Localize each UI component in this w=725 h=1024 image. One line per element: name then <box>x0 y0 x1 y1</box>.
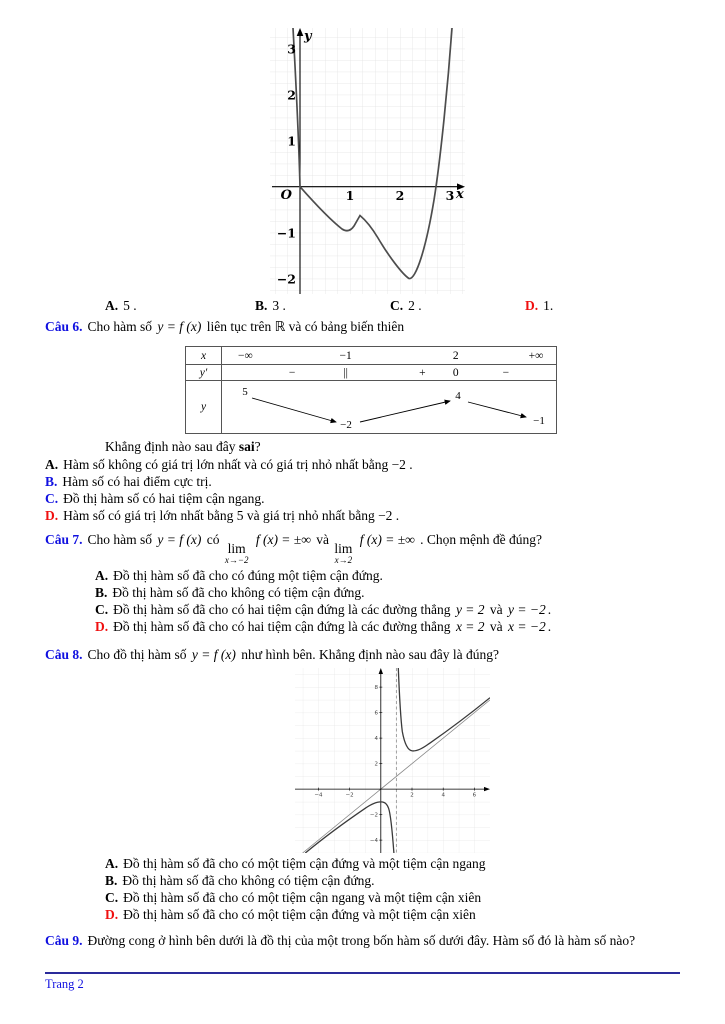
y-value-5: 5 <box>242 386 248 398</box>
q7-option-d-pre: Đồ thị hàm số đã cho có hai tiệm cận đứng là các đường thẳng <box>113 618 451 634</box>
q6-pre: Cho hàm số <box>87 319 153 334</box>
q6-option-b-text: Hàm số có hai điểm cực trị. <box>62 474 212 489</box>
q7-option-c-label: C. <box>95 601 109 617</box>
q7-option-d-math1: x = 2 <box>455 618 485 634</box>
x-row-values <box>222 347 556 364</box>
yprime-minus-1: − <box>288 367 296 379</box>
q7-options <box>45 567 680 635</box>
q7-option-d-math2: x = −2 <box>508 618 546 634</box>
q8-option-c <box>105 889 680 906</box>
grid-background <box>295 668 490 853</box>
y-tick-neg2: −2 <box>369 812 378 819</box>
question9-number: Câu 9. <box>45 932 83 948</box>
q8-option-b-label: B. <box>105 872 118 888</box>
q7-option-d-label: D. <box>95 618 109 634</box>
q7-option-c-math2: y = −2 <box>508 601 546 617</box>
x-tick-3: 3 <box>445 188 455 203</box>
x-tick-neg2: −2 <box>345 792 354 799</box>
q6-option-c-text: Đồ thị hàm số có hai tiệm cận ngang. <box>63 491 265 506</box>
q6-option-a-text: Hàm số không có giá trị lớn nhất và có giá trị nhỏ nhất bằng −2 . <box>63 457 413 472</box>
yprime-plus: + <box>419 367 426 379</box>
q8-option-d-label: D. <box>105 906 119 922</box>
choice-a-value: 5 . <box>123 298 137 313</box>
yprime-double-bar: || <box>343 367 348 379</box>
q7-option-c-mid: và <box>489 601 503 617</box>
y-tick-4: 4 <box>374 735 378 742</box>
question6-stem <box>45 318 680 336</box>
q7-option-b-text: Đồ thị hàm số đã cho không có tiệm cận đứng. <box>112 584 365 600</box>
y-row-label: y <box>186 381 222 433</box>
q6-option-a <box>45 456 680 473</box>
q6-option-d-text: Hàm số có giá trị lớn nhất bằng 5 và giá trị nhỏ nhất bằng −2 . <box>63 508 400 523</box>
choice-b-label: B. <box>255 298 268 313</box>
q7-option-c-pre: Đồ thị hàm số đã cho có hai tiệm cận đứng là các đường thẳng <box>113 601 451 617</box>
q7-option-a-text: Đồ thị hàm số đã cho có đúng một tiệm cận đứng. <box>113 567 383 583</box>
q6-option-c-label: C. <box>45 491 59 506</box>
q7-option-c-math1: y = 2 <box>455 601 485 617</box>
x-tick-4: 4 <box>441 792 445 799</box>
cubic-curve-graph-svg <box>270 28 465 294</box>
q6-question-bold: sai <box>238 439 255 454</box>
q9-text: Đường cong ở hình bên dưới là đồ thị của một trong bốn hàm số dưới đây. Hàm số đó là hàm số nào? <box>87 932 636 948</box>
x-tick-2: 2 <box>395 188 405 203</box>
y-tick-3: 3 <box>287 41 296 57</box>
arrow-down-1 <box>252 398 336 422</box>
x-tick-neg4: −4 <box>314 792 323 799</box>
choice-d-value: 1. <box>543 298 554 313</box>
question8-stem <box>45 646 680 664</box>
q6-option-a-label: A. <box>45 457 59 472</box>
arrow-up <box>360 401 450 422</box>
q6-question-pre: Khẳng định nào sau đây <box>105 439 239 454</box>
x-pos-inf: +∞ <box>528 350 544 362</box>
x-tick-1: 1 <box>345 188 355 203</box>
q7-post: . Chọn mệnh đề đúng? <box>420 532 542 547</box>
q6-option-d-label: D. <box>45 508 59 523</box>
variation-arrows-svg <box>222 381 558 433</box>
y-tick-6: 6 <box>374 710 378 717</box>
lim-word: lim <box>227 541 246 557</box>
q8-option-b-text: Đồ thị hàm số đã cho không có tiệm cận đứng. <box>122 872 375 888</box>
q8-option-a <box>105 855 680 872</box>
choice-a-label: A. <box>105 298 119 313</box>
q6-option-b-label: B. <box>45 474 58 489</box>
choice-a <box>105 297 255 314</box>
q8-option-a-label: A. <box>105 855 119 871</box>
y-value-4: 4 <box>455 390 461 402</box>
q8-option-c-text: Đồ thị hàm số đã cho có một tiệm cận ngang và một tiệm cận xiên <box>123 889 482 905</box>
y-tick-neg2: −2 <box>276 271 296 287</box>
question7-stem <box>45 531 680 565</box>
q8-option-c-label: C. <box>105 889 119 905</box>
variation-table-yprime-row <box>186 365 556 381</box>
page-footer <box>45 972 680 992</box>
question7-number: Câu 7. <box>45 532 83 547</box>
q6-option-c <box>45 490 680 507</box>
answer-choices-row <box>45 297 680 314</box>
question5-graph <box>270 28 465 294</box>
choice-c-label: C. <box>390 298 404 313</box>
q6-question-line <box>45 438 680 455</box>
q7-option-c <box>95 601 680 618</box>
x-neg1: −1 <box>339 350 352 362</box>
choice-c-value: 2 . <box>408 298 422 313</box>
yprime-row-values <box>222 365 556 380</box>
y-value-neg2: −2 <box>340 419 352 431</box>
choice-b <box>255 297 390 314</box>
y-tick-1: 1 <box>287 133 296 149</box>
y-tick-2: 2 <box>287 87 296 103</box>
q8-formula: y = f (x) <box>191 646 236 662</box>
q8-option-d-text: Đồ thị hàm số đã cho có một tiệm cận đứng và một tiệm cận xiên <box>123 906 476 922</box>
variation-table-x-row <box>186 347 556 365</box>
lim-word: lim <box>334 541 353 557</box>
q7-mid1: có <box>206 532 220 547</box>
x-neg-inf: −∞ <box>238 350 253 362</box>
y-tick-8: 8 <box>374 684 378 691</box>
q7-limit-1-expr: f (x) = ±∞ <box>255 532 311 547</box>
y-tick-2: 2 <box>374 761 378 768</box>
q6-formula: y = f (x) <box>157 319 202 334</box>
q8-option-b <box>105 872 680 889</box>
arrow-down-2 <box>468 402 526 417</box>
x-2: 2 <box>452 350 459 362</box>
question8-graph <box>295 668 490 853</box>
y-tick-neg1: −1 <box>276 225 296 241</box>
choice-d <box>525 297 553 314</box>
q6-post: liên tục trên ℝ và có bảng biến thiên <box>206 319 405 334</box>
page-number: Trang 2 <box>45 977 84 991</box>
choice-b-value: 3 . <box>272 298 286 313</box>
x-tick-6: 6 <box>472 792 477 799</box>
q7-mid2: và <box>316 532 329 547</box>
x-axis-label: x <box>456 187 464 202</box>
q7-option-a <box>95 567 680 584</box>
q7-limit-2 <box>334 542 352 565</box>
yprime-row-label: y′ <box>186 365 222 380</box>
q8-option-a-text: Đồ thị hàm số đã cho có một tiệm cận đứng và một tiệm cận ngang <box>123 855 486 871</box>
question8-number: Câu 8. <box>45 646 83 662</box>
yprime-zero: 0 <box>452 367 459 379</box>
x-row-label: x <box>186 347 222 364</box>
q7-option-b <box>95 584 680 601</box>
y-row-values <box>222 381 556 433</box>
q7-formula: y = f (x) <box>157 532 202 547</box>
q7-option-c-post: . <box>547 601 552 617</box>
variation-table <box>185 346 557 434</box>
y-axis-label: y <box>304 29 312 44</box>
yprime-minus-2: − <box>502 367 510 379</box>
q8-post: như hình bên. Khẳng định nào sau đây là đúng? <box>241 646 500 662</box>
hyperbola-graph-svg <box>295 668 490 853</box>
q6-option-d <box>45 507 680 524</box>
q7-option-d-post: . <box>547 618 552 634</box>
q6-question-post: ? <box>254 439 261 454</box>
origin-label: O <box>280 188 292 203</box>
x-tick-2: 2 <box>410 792 414 799</box>
q7-option-d-mid: và <box>489 618 503 634</box>
q8-options <box>45 855 680 923</box>
q6-options <box>45 456 680 524</box>
q7-option-d <box>95 618 680 635</box>
choice-c <box>390 297 525 314</box>
q7-limit-2-expr: f (x) = ±∞ <box>359 532 415 547</box>
question6-number: Câu 6. <box>45 319 83 334</box>
lim-2-subscript: x→2 <box>334 554 353 565</box>
q7-option-a-label: A. <box>95 567 109 583</box>
lim-1-subscript: x→−2 <box>224 554 249 565</box>
q7-limit-1 <box>225 542 249 565</box>
question9-stem <box>45 932 680 950</box>
y-value-neg1: −1 <box>533 415 545 427</box>
q8-option-d <box>105 906 680 923</box>
variation-table-y-row <box>186 381 556 433</box>
q7-pre: Cho hàm số <box>87 532 153 547</box>
q8-pre: Cho đồ thị hàm số <box>87 646 187 662</box>
q7-option-b-label: B. <box>95 584 108 600</box>
y-tick-neg4: −4 <box>369 837 378 844</box>
choice-d-label: D. <box>525 298 539 313</box>
q6-option-b <box>45 473 680 490</box>
